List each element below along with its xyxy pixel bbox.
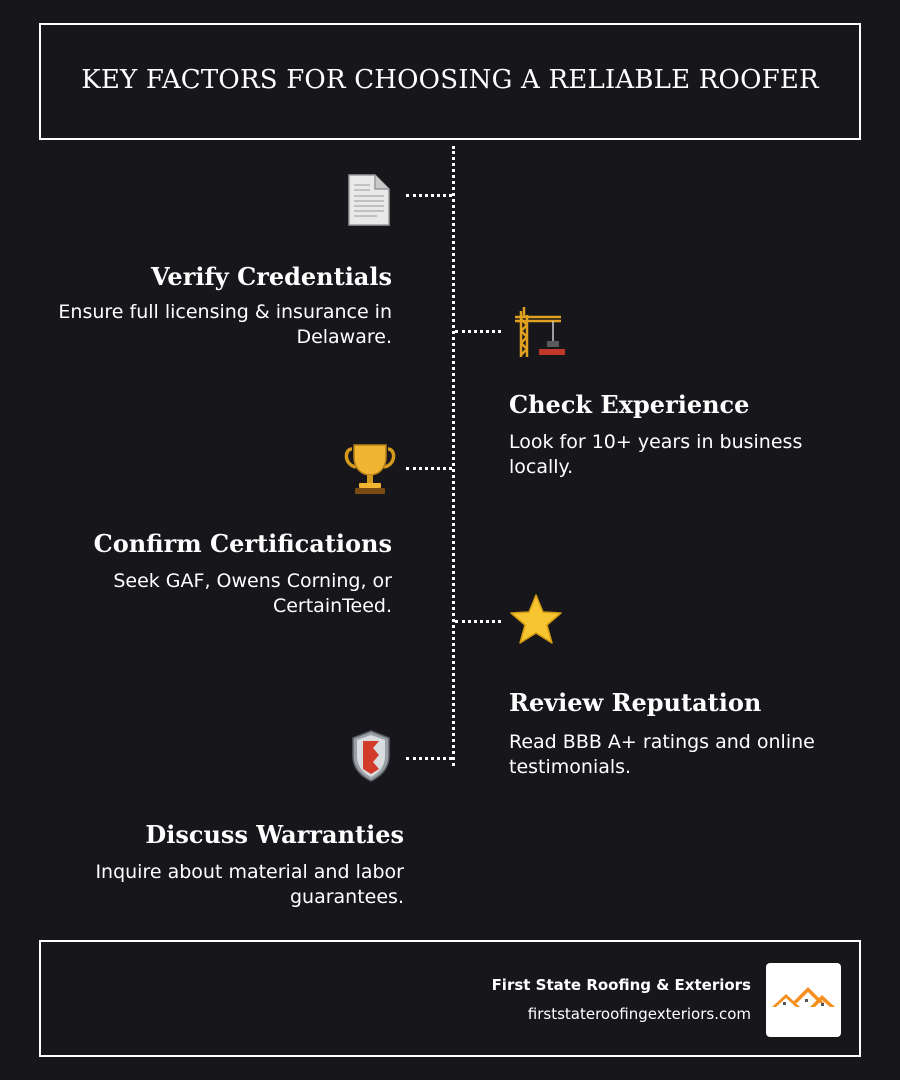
construction-crane-icon: [511, 305, 567, 361]
factor-description: Inquire about material and labor guarantees.: [95, 861, 404, 908]
factor-description: Look for 10+ years in business locally.: [509, 431, 803, 478]
roof-logo-icon: [766, 963, 841, 1037]
timeline-spine: [452, 146, 455, 766]
factor-heading: Discuss Warranties: [145, 820, 404, 849]
factor-description: Ensure full licensing & insurance in Delaware.: [58, 301, 392, 348]
website-link[interactable]: firststateroofingexteriors.com: [527, 1005, 751, 1023]
footer: [39, 940, 861, 1057]
factor-heading: Verify Credentials: [151, 262, 392, 291]
factor-description: Seek GAF, Owens Corning, or CertainTeed.: [113, 570, 392, 617]
trophy-icon: [342, 441, 398, 497]
shield-icon: [343, 728, 399, 784]
connector-line: [455, 620, 501, 623]
title-banner: [39, 23, 861, 140]
company-name: First State Roofing & Exteriors: [491, 976, 751, 994]
connector-line: [455, 330, 501, 333]
connector-line: [406, 194, 452, 197]
factor-heading: Confirm Certifications: [93, 529, 392, 558]
factor-heading: Check Experience: [509, 390, 750, 419]
factor-heading: Review Reputation: [509, 688, 762, 717]
page-title: KEY FACTORS FOR CHOOSING A RELIABLE ROOFER: [81, 65, 819, 95]
factor-description: Read BBB A+ ratings and online testimonials.: [509, 731, 815, 778]
document-icon: [341, 171, 397, 227]
company-logo: [766, 963, 841, 1037]
star-icon: [508, 592, 564, 648]
connector-line: [406, 757, 452, 760]
connector-line: [406, 467, 452, 470]
